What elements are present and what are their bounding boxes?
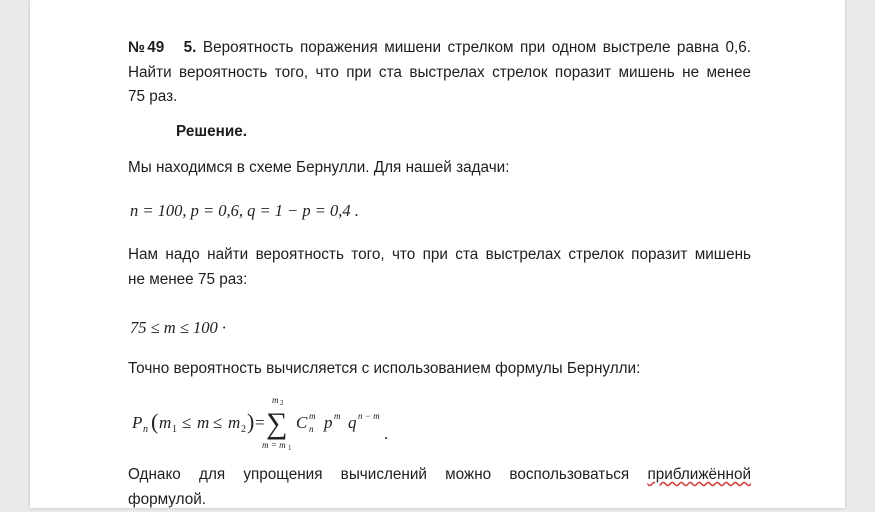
formula-bernoulli-block bbox=[128, 395, 751, 455]
f-sum-top-sub: 2 bbox=[280, 399, 284, 407]
f-sub1: 1 bbox=[172, 424, 177, 435]
f-q-sup: n − m bbox=[358, 411, 380, 421]
f-open-paren: ( bbox=[151, 409, 158, 434]
f-sigma: ∑ bbox=[266, 407, 287, 440]
f-q: q bbox=[348, 413, 357, 432]
problem-text-1: Вероятность поражения мишени стрелком при одном выстреле равна 0,6. bbox=[203, 39, 751, 56]
formula-bernoulli bbox=[132, 395, 392, 455]
f-close-paren: ) bbox=[247, 409, 254, 434]
f-sub2: 2 bbox=[241, 424, 246, 435]
paragraph-approx-line-2: формулой. bbox=[128, 488, 751, 512]
spellcheck-word: приближённой bbox=[647, 466, 751, 483]
paragraph-bernoulli-scheme: Мы находимся в схеме Бернулли. Для нашей задачи: bbox=[128, 156, 751, 181]
paragraph-find-line-2: не менее 75 раз: bbox=[128, 268, 751, 293]
problem-line-3: 75 раз. bbox=[128, 85, 751, 110]
f-sum-bottom-sub: 1 bbox=[288, 444, 292, 452]
formula-inequality: 75 ≤ m ≤ 100 · bbox=[130, 316, 751, 341]
problem-index: 5. bbox=[184, 39, 197, 56]
f-sum-top: m bbox=[272, 395, 279, 405]
document-content bbox=[128, 36, 751, 512]
paragraph-find-line-1: Нам надо найти вероятность того, что при ста выстрелах стрелок поразит мишень bbox=[128, 243, 751, 268]
f-equals: = bbox=[255, 413, 265, 432]
f-C: C bbox=[296, 413, 308, 432]
f-le2: ≤ bbox=[213, 413, 222, 432]
f-p-sup: m bbox=[334, 411, 341, 421]
approx-text: Однако для упрощения вычислений можно воспользоваться bbox=[128, 466, 629, 483]
f-m: m bbox=[197, 413, 209, 432]
paragraph-approx-line-1 bbox=[128, 463, 751, 488]
f-m1: m bbox=[159, 413, 171, 432]
solution-heading: Решение. bbox=[176, 120, 751, 145]
formula-parameters: n = 100, p = 0,6, q = 1 − p = 0,4 . bbox=[130, 199, 751, 224]
f-m2: m bbox=[228, 413, 240, 432]
f-p: p bbox=[323, 413, 333, 432]
f-n-sub: n bbox=[143, 424, 148, 435]
f-le1: ≤ bbox=[182, 413, 191, 432]
paragraph-exact-formula: Точно вероятность вычисляется с использованием формулы Бернулли: bbox=[128, 357, 751, 382]
problem-line-1 bbox=[128, 36, 751, 61]
problem-number: №49 bbox=[128, 39, 164, 56]
f-P: P bbox=[132, 413, 142, 432]
problem-line-2: Найти вероятность того, что при ста выстрелах стрелок поразит мишень не менее bbox=[128, 61, 751, 86]
f-C-sub: n bbox=[309, 424, 314, 434]
document-page bbox=[30, 0, 845, 508]
f-dot: . bbox=[384, 424, 388, 443]
f-sum-bottom: m = m bbox=[262, 440, 286, 450]
f-C-sup: m bbox=[309, 411, 316, 421]
